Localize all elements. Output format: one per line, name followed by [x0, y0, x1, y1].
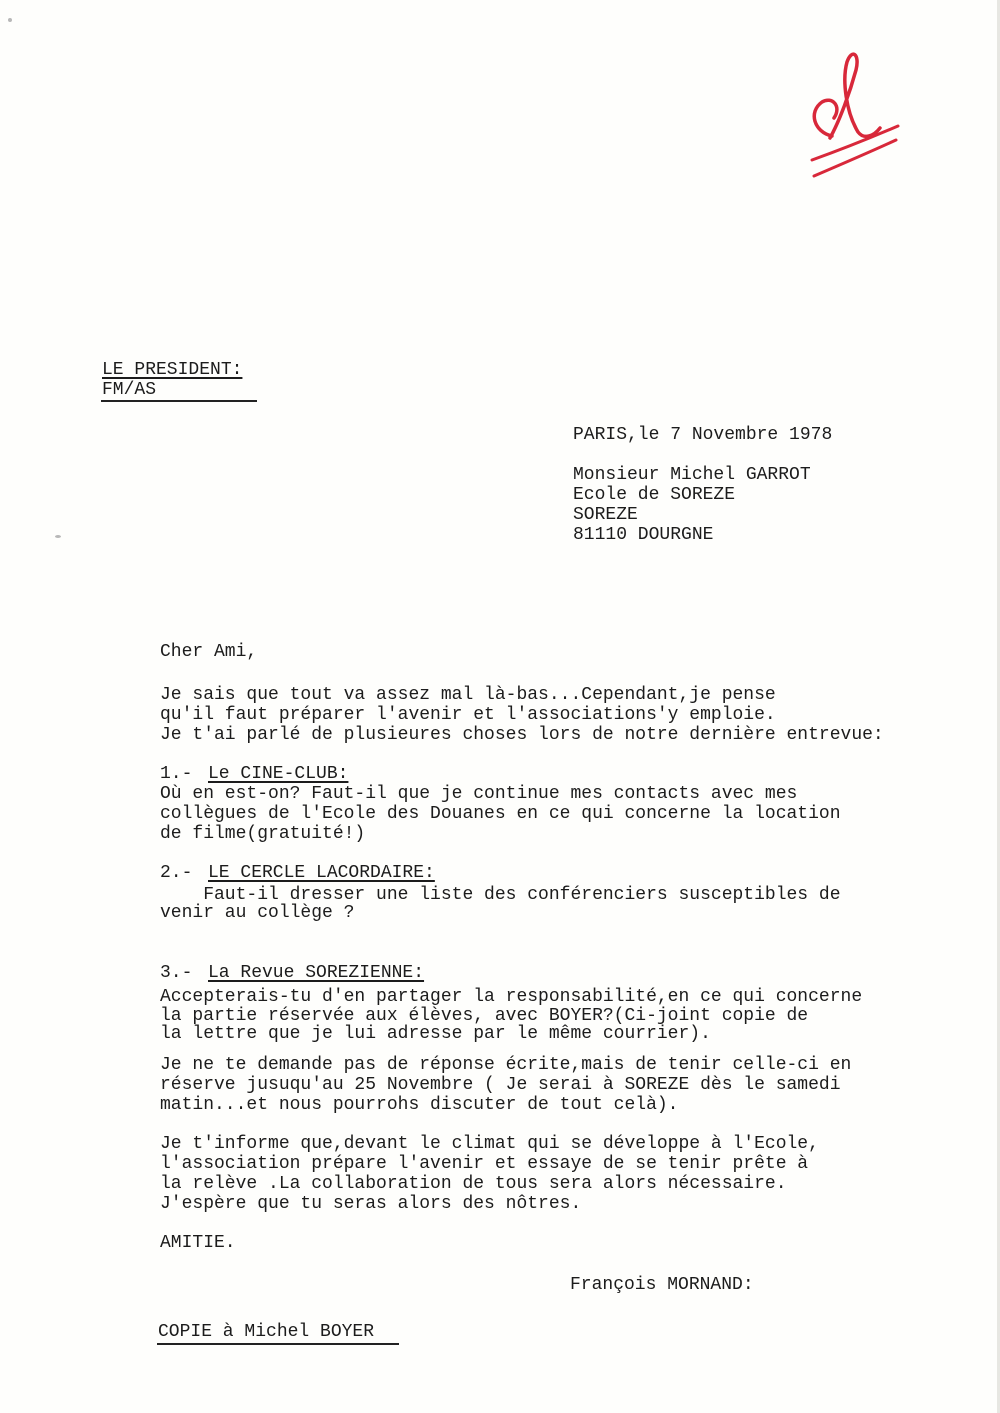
scan-speck	[8, 18, 12, 22]
scan-speck	[55, 535, 61, 538]
intro-line: qu'il faut préparer l'avenir et l'associations'y emploie.	[160, 705, 776, 725]
reference-code: FM/AS	[102, 380, 157, 400]
section-title: Le CINE-CLUB:	[208, 764, 349, 784]
intro-line: Je t'ai parlé de plusieures choses lors de notre dernière entrevue:	[160, 725, 884, 745]
president-label: LE PRESIDENT:	[102, 360, 243, 380]
section-line: la partie réservée aux élèves, avec BOYER?(Ci-joint copie de	[160, 1006, 809, 1026]
section-title: La Revue SOREZIENNE:	[208, 963, 425, 983]
section-line: de filme(gratuité!)	[160, 824, 366, 844]
date-line: PARIS,le 7 Novembre 1978	[573, 425, 833, 445]
recipient-town: SOREZE	[573, 505, 638, 525]
intro-line: Je sais que tout va assez mal là-bas...Cependant,je pense	[160, 685, 776, 705]
inform-line: l'association prépare l'avenir et essaye de se tenir prête à	[160, 1154, 809, 1174]
recipient-postal: 81110 DOURGNE	[573, 525, 714, 545]
salutation: Cher Ami,	[160, 642, 258, 662]
closing: AMITIE.	[160, 1233, 236, 1253]
reply-line: réserve jusuqu'au 25 Novembre ( Je serai à SOREZE dès le samedi	[160, 1075, 841, 1095]
recipient-school: Ecole de SOREZE	[573, 485, 736, 505]
section-line: venir au collège ?	[160, 903, 355, 923]
section-title: LE CERCLE LACORDAIRE:	[208, 863, 435, 883]
section-line: Faut-il dresser une liste des conférenciers susceptibles de	[160, 885, 841, 905]
section-line: collègues de l'Ecole des Douanes en ce qui concerne la location	[160, 804, 841, 824]
section-number: 3.-	[160, 963, 193, 983]
reply-line: Je ne te demande pas de réponse écrite,mais de tenir celle-ci en	[160, 1055, 852, 1075]
inform-line: la relève .La collaboration de tous sera alors nécessaire.	[160, 1174, 787, 1194]
section-line: Accepterais-tu d'en partager la responsabilité,en ce qui concerne	[160, 987, 863, 1007]
section-line: la lettre que je lui adresse par le même courrier).	[160, 1024, 711, 1044]
copy-note-rule	[157, 1343, 399, 1345]
recipient-name: Monsieur Michel GARROT	[573, 465, 811, 485]
handwritten-red-mark-icon	[800, 40, 910, 190]
signature: François MORNAND:	[570, 1275, 754, 1295]
section-number: 1.-	[160, 764, 193, 784]
inform-line: J'espère que tu seras alors des nôtres.	[160, 1194, 582, 1214]
reply-line: matin...et nous pourrohs discuter de tout celà).	[160, 1095, 679, 1115]
section-line: Où en est-on? Faut-il que je continue mes contacts avec mes	[160, 784, 798, 804]
copy-note: COPIE à Michel BOYER	[158, 1322, 375, 1342]
inform-line: Je t'informe que,devant le climat qui se développe à l'Ecole,	[160, 1134, 819, 1154]
section-number: 2.-	[160, 863, 193, 883]
header-rule	[101, 400, 257, 402]
